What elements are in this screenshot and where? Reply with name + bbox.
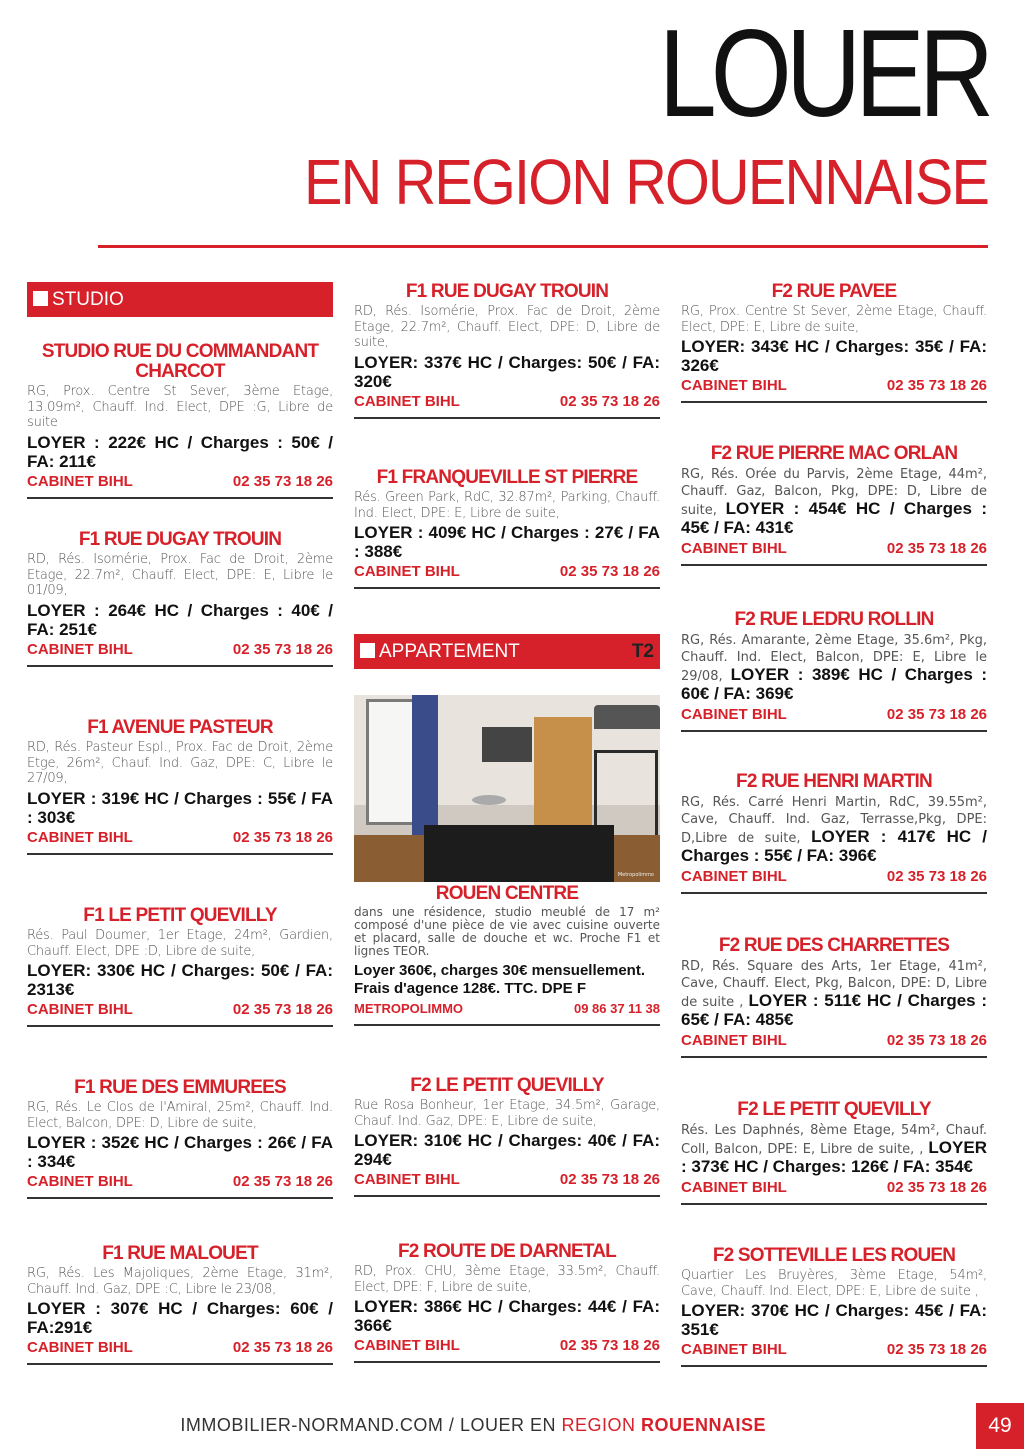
listing-card <box>27 1078 333 1199</box>
listing-phone[interactable]: 02 35 73 18 26 <box>232 1339 333 1356</box>
listing-footer <box>354 1171 660 1197</box>
listing-phone[interactable]: 09 86 37 11 38 <box>573 1001 660 1016</box>
listing-phone[interactable]: 02 35 73 18 26 <box>232 1173 333 1190</box>
listing-title: F2 LE PETIT QUEVILLY <box>737 1099 931 1120</box>
listing-agency: CABINET BIHL <box>27 640 133 658</box>
listing-agency: CABINET BIHL <box>27 828 133 846</box>
listing-card <box>27 906 333 1027</box>
listing-title: F1 RUE DES EMMUREES <box>74 1077 286 1098</box>
listing-price: Loyer 360€, charges 30€ mensuellement. Frais d'agence 128€. TTC. DPE F <box>354 962 645 997</box>
listing-rent: LOYER : 307€ HC / Charges: 60€ / FA:291€ <box>27 1299 333 1337</box>
listing-footer <box>681 1032 987 1058</box>
listing-title: F1 AVENUE PASTEUR <box>87 717 273 738</box>
listing-title: ROUEN CENTRE <box>435 883 579 904</box>
listing-rent: LOYER: 370€ HC / Charges: 45€ / FA: 351€ <box>681 1301 987 1339</box>
category-bar-studio <box>27 282 333 317</box>
listing-title: F2 RUE DES CHARRETTES <box>718 935 950 956</box>
listing-card <box>681 772 987 894</box>
listing-title: F2 RUE HENRI MARTIN <box>736 771 932 792</box>
listing-rent: LOYER : 264€ HC / Charges : 40€ / FA: 251€ <box>27 600 333 639</box>
listing-agency: CABINET BIHL <box>27 1173 133 1190</box>
listing-description: RG, Rés. Amarante, 2ème Etage, 35.6m², Pkg, Chauff. Ind. Elect, Balcon, DPE: E, Libre le 29/08, LOYER : 389€ HC / Charges : 60€ / FA: 369€ <box>681 633 987 703</box>
listing-title: F2 LE PETIT QUEVILLY <box>410 1075 604 1096</box>
listing-phone[interactable]: 02 35 73 18 26 <box>886 377 987 394</box>
listing-card <box>27 718 333 855</box>
listing-footer <box>27 1173 333 1199</box>
listing-phone[interactable]: 02 35 73 18 26 <box>886 706 987 723</box>
listing-agency: CABINET BIHL <box>354 1171 460 1188</box>
listing-phone[interactable]: 02 35 73 18 26 <box>232 1001 333 1018</box>
listing-title: F2 SOTTEVILLE LES ROUEN <box>712 1245 956 1266</box>
listing-phone[interactable]: 02 35 73 18 26 <box>559 1337 660 1354</box>
listing-footer <box>354 393 660 419</box>
listing-description: RD, Rés. Pasteur Espl., Prox. Fac de Droit, 2ème Etge, 26m², Chauf. Ind. Gaz, DPE: C, Libre le 27/09, <box>27 740 333 786</box>
listing-footer <box>681 540 987 566</box>
square-icon <box>360 643 375 658</box>
category-label: APPARTEMENT <box>379 641 520 662</box>
listing-footer <box>681 868 987 894</box>
listing-description: RD, Rés. Square des Arts, 1er Etage, 41m², Cave, Chauff. Elect, Pkg, Balcon, DPE: D, Libre de suite , LOYER : 511€ HC / Charges : 65€ / FA: 485€ <box>681 959 988 1029</box>
page-number: 49 <box>976 1403 1024 1449</box>
square-icon <box>33 291 48 306</box>
listing-card <box>681 282 987 403</box>
listing-card <box>354 1242 660 1363</box>
header-divider <box>98 245 988 248</box>
listing-rent: LOYER : 454€ HC / Charges : 45€ / FA: 431€ <box>681 499 988 537</box>
listing-description: RG, Prox. Centre St Sever, 3ème Etage, 13.09m², Chauff. Ind. Elect, DPE :G, Libre de suite <box>27 384 333 430</box>
listing-title: F2 ROUTE DE DARNETAL <box>398 1241 616 1262</box>
listing-title: F2 RUE PAVEE <box>771 281 897 302</box>
listing-agency: CABINET BIHL <box>27 472 133 490</box>
listing-title: F2 RUE LEDRU ROLLIN <box>734 609 934 630</box>
footer-rouennaise: ROUENNAISE <box>640 1415 766 1435</box>
listing-footer <box>681 377 987 403</box>
listing-card <box>681 936 987 1058</box>
listing-phone[interactable]: 02 35 73 18 26 <box>886 868 987 885</box>
listing-footer <box>354 1337 660 1363</box>
listing-description: dans une résidence, studio meublé de 17 m² composé d'une pièce de vie avec cuisine ouverte et placard, salle de douche et wc. Proche F1 et lignes TEOR. <box>354 905 660 958</box>
listing-description: Rés. Paul Doumer, 1er Etage, 24m², Gardien, Chauff. Elect, DPE :D, Libre de suite, <box>27 928 333 959</box>
listing-footer <box>27 829 333 855</box>
listing-phone[interactable]: 02 35 73 18 26 <box>886 1341 987 1358</box>
listing-rent: LOYER: 386€ HC / Charges: 44€ / FA: 366€ <box>354 1297 660 1335</box>
page-subtitle: EN REGION ROUENNAISE <box>303 146 988 218</box>
footer-site-link[interactable]: IMMOBILIER-NORMAND.COM / <box>180 1415 460 1435</box>
photo-watermark: Metropolimmo <box>617 872 654 878</box>
listing-agency: CABINET BIHL <box>681 1032 787 1049</box>
listing-phone[interactable]: 02 35 73 18 26 <box>232 640 333 658</box>
listing-agency: CABINET BIHL <box>681 377 787 394</box>
listing-title: F1 RUE DUGAY TROUIN <box>78 529 282 550</box>
listing-rent: LOYER : 319€ HC / Charges : 55€ / FA : 303€ <box>27 788 333 827</box>
listing-rent: LOYER: 310€ HC / Charges: 40€ / FA: 294€ <box>354 1131 660 1169</box>
listing-rent: LOYER : 417€ HC / Charges : 55€ / FA: 396€ <box>681 827 987 865</box>
listing-phone[interactable]: 02 35 73 18 26 <box>559 1171 660 1188</box>
listing-rent: LOYER : 511€ HC / Charges : 65€ / FA: 485€ <box>681 991 988 1029</box>
listing-card <box>354 1076 660 1197</box>
listing-title: F1 FRANQUEVILLE ST PIERRE <box>376 467 638 488</box>
listing-phone[interactable]: 02 35 73 18 26 <box>232 828 333 846</box>
listing-description: RD, Rés. Isomérie, Prox. Fac de Droit, 2ème Etage, 22.7m², Chauff. Elect, DPE: E, Libre le 01/09, <box>27 552 333 598</box>
category-bar-appartement <box>354 634 660 669</box>
listing-phone[interactable]: 02 35 73 18 26 <box>559 392 660 410</box>
listing-agency: CABINET BIHL <box>27 1001 133 1018</box>
listing-phone[interactable]: 02 35 73 18 26 <box>886 1032 987 1049</box>
listing-phone[interactable]: 02 35 73 18 26 <box>559 563 660 580</box>
listing-card <box>681 1246 987 1367</box>
listing-agency: CABINET BIHL <box>681 706 787 723</box>
listing-card <box>681 444 987 566</box>
category-label: STUDIO <box>52 289 124 310</box>
listing-agency: CABINET BIHL <box>27 1339 133 1356</box>
listing-description: RG, Rés. Orée du Parvis, 2ème Etage, 44m², Chauff. Gaz, Balcon, Pkg, DPE: D, Libre de suite, LOYER : 454€ HC / Charges : 45€ / FA: 431€ <box>681 467 988 537</box>
listing-rent: LOYER : 373€ HC / Charges: 126€ / FA: 354€ <box>681 1138 987 1176</box>
listing-footer <box>681 1341 987 1367</box>
listing-phone[interactable]: 02 35 73 18 26 <box>232 472 333 490</box>
listing-agency: CABINET BIHL <box>681 868 787 885</box>
listing-rent: LOYER: 337€ HC / Charges: 50€ / FA: 320€ <box>354 352 660 391</box>
listing-description: RG, Prox. Centre St Sever, 2ème Etage, Chauff. Elect, DPE: E, Libre de suite, <box>681 304 987 335</box>
listing-footer <box>27 641 333 667</box>
listing-card <box>354 282 660 419</box>
listing-title: F1 LE PETIT QUEVILLY <box>83 905 277 926</box>
listing-rent: LOYER : 352€ HC / Charges : 26€ / FA : 334€ <box>27 1133 333 1171</box>
listing-description: Quartier Les Bruyères, 3ème Etage, 54m², Cave, Chauff. Ind. Elect, DPE: E, Libre de suite , <box>681 1268 987 1299</box>
footer-region: REGION <box>561 1415 641 1435</box>
listing-phone[interactable]: 02 35 73 18 26 <box>886 540 987 557</box>
listing-description: Rés. Les Daphnés, 8ème Etage, 54m², Chauf. Coll, Balcon, DPE: E, Libre de suite, , LOYER : 373€ HC / Charges: 126€ / FA: 354€ <box>681 1123 987 1176</box>
listing-footer <box>354 1000 660 1026</box>
listing-title: F2 RUE PIERRE MAC ORLAN <box>710 443 958 464</box>
listing-description: RG, Rés. Le Clos de l'Amiral, 25m², Chauff. Ind. Elect, Balcon, DPE: D, Libre de suite, <box>27 1100 333 1131</box>
listing-agency: CABINET BIHL <box>681 540 787 557</box>
category-tag: T2 <box>631 641 654 662</box>
footer-text <box>180 1415 766 1436</box>
listing-card <box>354 468 660 589</box>
listing-card <box>27 342 333 499</box>
listing-description: Rue Rosa Bonheur, 1er Etage, 34.5m², Garage, Chauf. Ind. Gaz, DPE: E, Libre de suite, <box>354 1098 660 1129</box>
page-title: LOUER <box>658 5 988 143</box>
listing-rent: LOYER : 222€ HC / Charges : 50€ / FA: 211€ <box>27 432 333 471</box>
listing-card <box>681 1100 987 1205</box>
listing-footer <box>681 706 987 732</box>
listing-description: Rés. Green Park, RdC, 32.87m², Parking, Chauff. Ind. Elect, DPE: E, Libre de suite, <box>354 490 660 521</box>
listing-description: RG, Rés. Les Majoliques, 2ème Etage, 31m², Chauff. Ind. Gaz, DPE :C, Libre le 23/08, <box>27 1266 333 1297</box>
listing-footer <box>27 473 333 499</box>
listing-description: RG, Rés. Carré Henri Martin, RdC, 39.55m², Cave, Chauff. Ind. Gaz, Terrasse,Pkg, DPE: D,Libre de suite, LOYER : 417€ HC / Charges : 55€ / FA: 396€ <box>681 795 987 865</box>
listing-title: STUDIO RUE DU COMMANDANT CHARCOT <box>41 341 319 382</box>
listing-card <box>27 530 333 667</box>
listing-agency: CABINET BIHL <box>354 563 460 580</box>
footer-louer: LOUER EN <box>459 1415 562 1435</box>
page-footer <box>0 1403 1024 1449</box>
listing-agency: CABINET BIHL <box>354 1337 460 1354</box>
apartment-photo <box>354 695 660 882</box>
listing-agency: METROPOLIMMO <box>354 1001 464 1016</box>
listing-title: F1 RUE DUGAY TROUIN <box>405 281 609 302</box>
listing-card <box>681 610 987 732</box>
listing-rent: LOYER : 389€ HC / Charges : 60€ / FA: 369€ <box>681 665 987 703</box>
listing-agency: CABINET BIHL <box>681 1341 787 1358</box>
listing-description: RD, Rés. Isomérie, Prox. Fac de Droit, 2ème Etage, 22.7m², Chauff. Elect, DPE: D, Libre de suite, <box>354 304 660 350</box>
listing-rent: LOYER: 330€ HC / Charges: 50€ / FA: 2313€ <box>27 961 333 999</box>
listing-card <box>27 1244 333 1365</box>
listing-title: F1 RUE MALOUET <box>102 1243 258 1264</box>
listing-footer <box>681 1179 987 1205</box>
listing-description: RD, Prox. CHU, 3ème Etage, 33.5m², Chauff. Elect, DPE: F, Libre de suite, <box>354 1264 660 1295</box>
listing-footer <box>354 563 660 589</box>
listing-footer <box>27 1001 333 1027</box>
listing-agency: CABINET BIHL <box>354 392 460 410</box>
listing-phone[interactable]: 02 35 73 18 26 <box>886 1179 987 1196</box>
listing-rent: LOYER : 409€ HC / Charges : 27€ / FA : 388€ <box>354 523 660 561</box>
listing-footer <box>27 1339 333 1365</box>
listing-rent: LOYER: 343€ HC / Charges: 35€ / FA: 326€ <box>681 337 987 375</box>
featured-listing <box>354 884 660 1026</box>
listing-agency: CABINET BIHL <box>681 1179 787 1196</box>
